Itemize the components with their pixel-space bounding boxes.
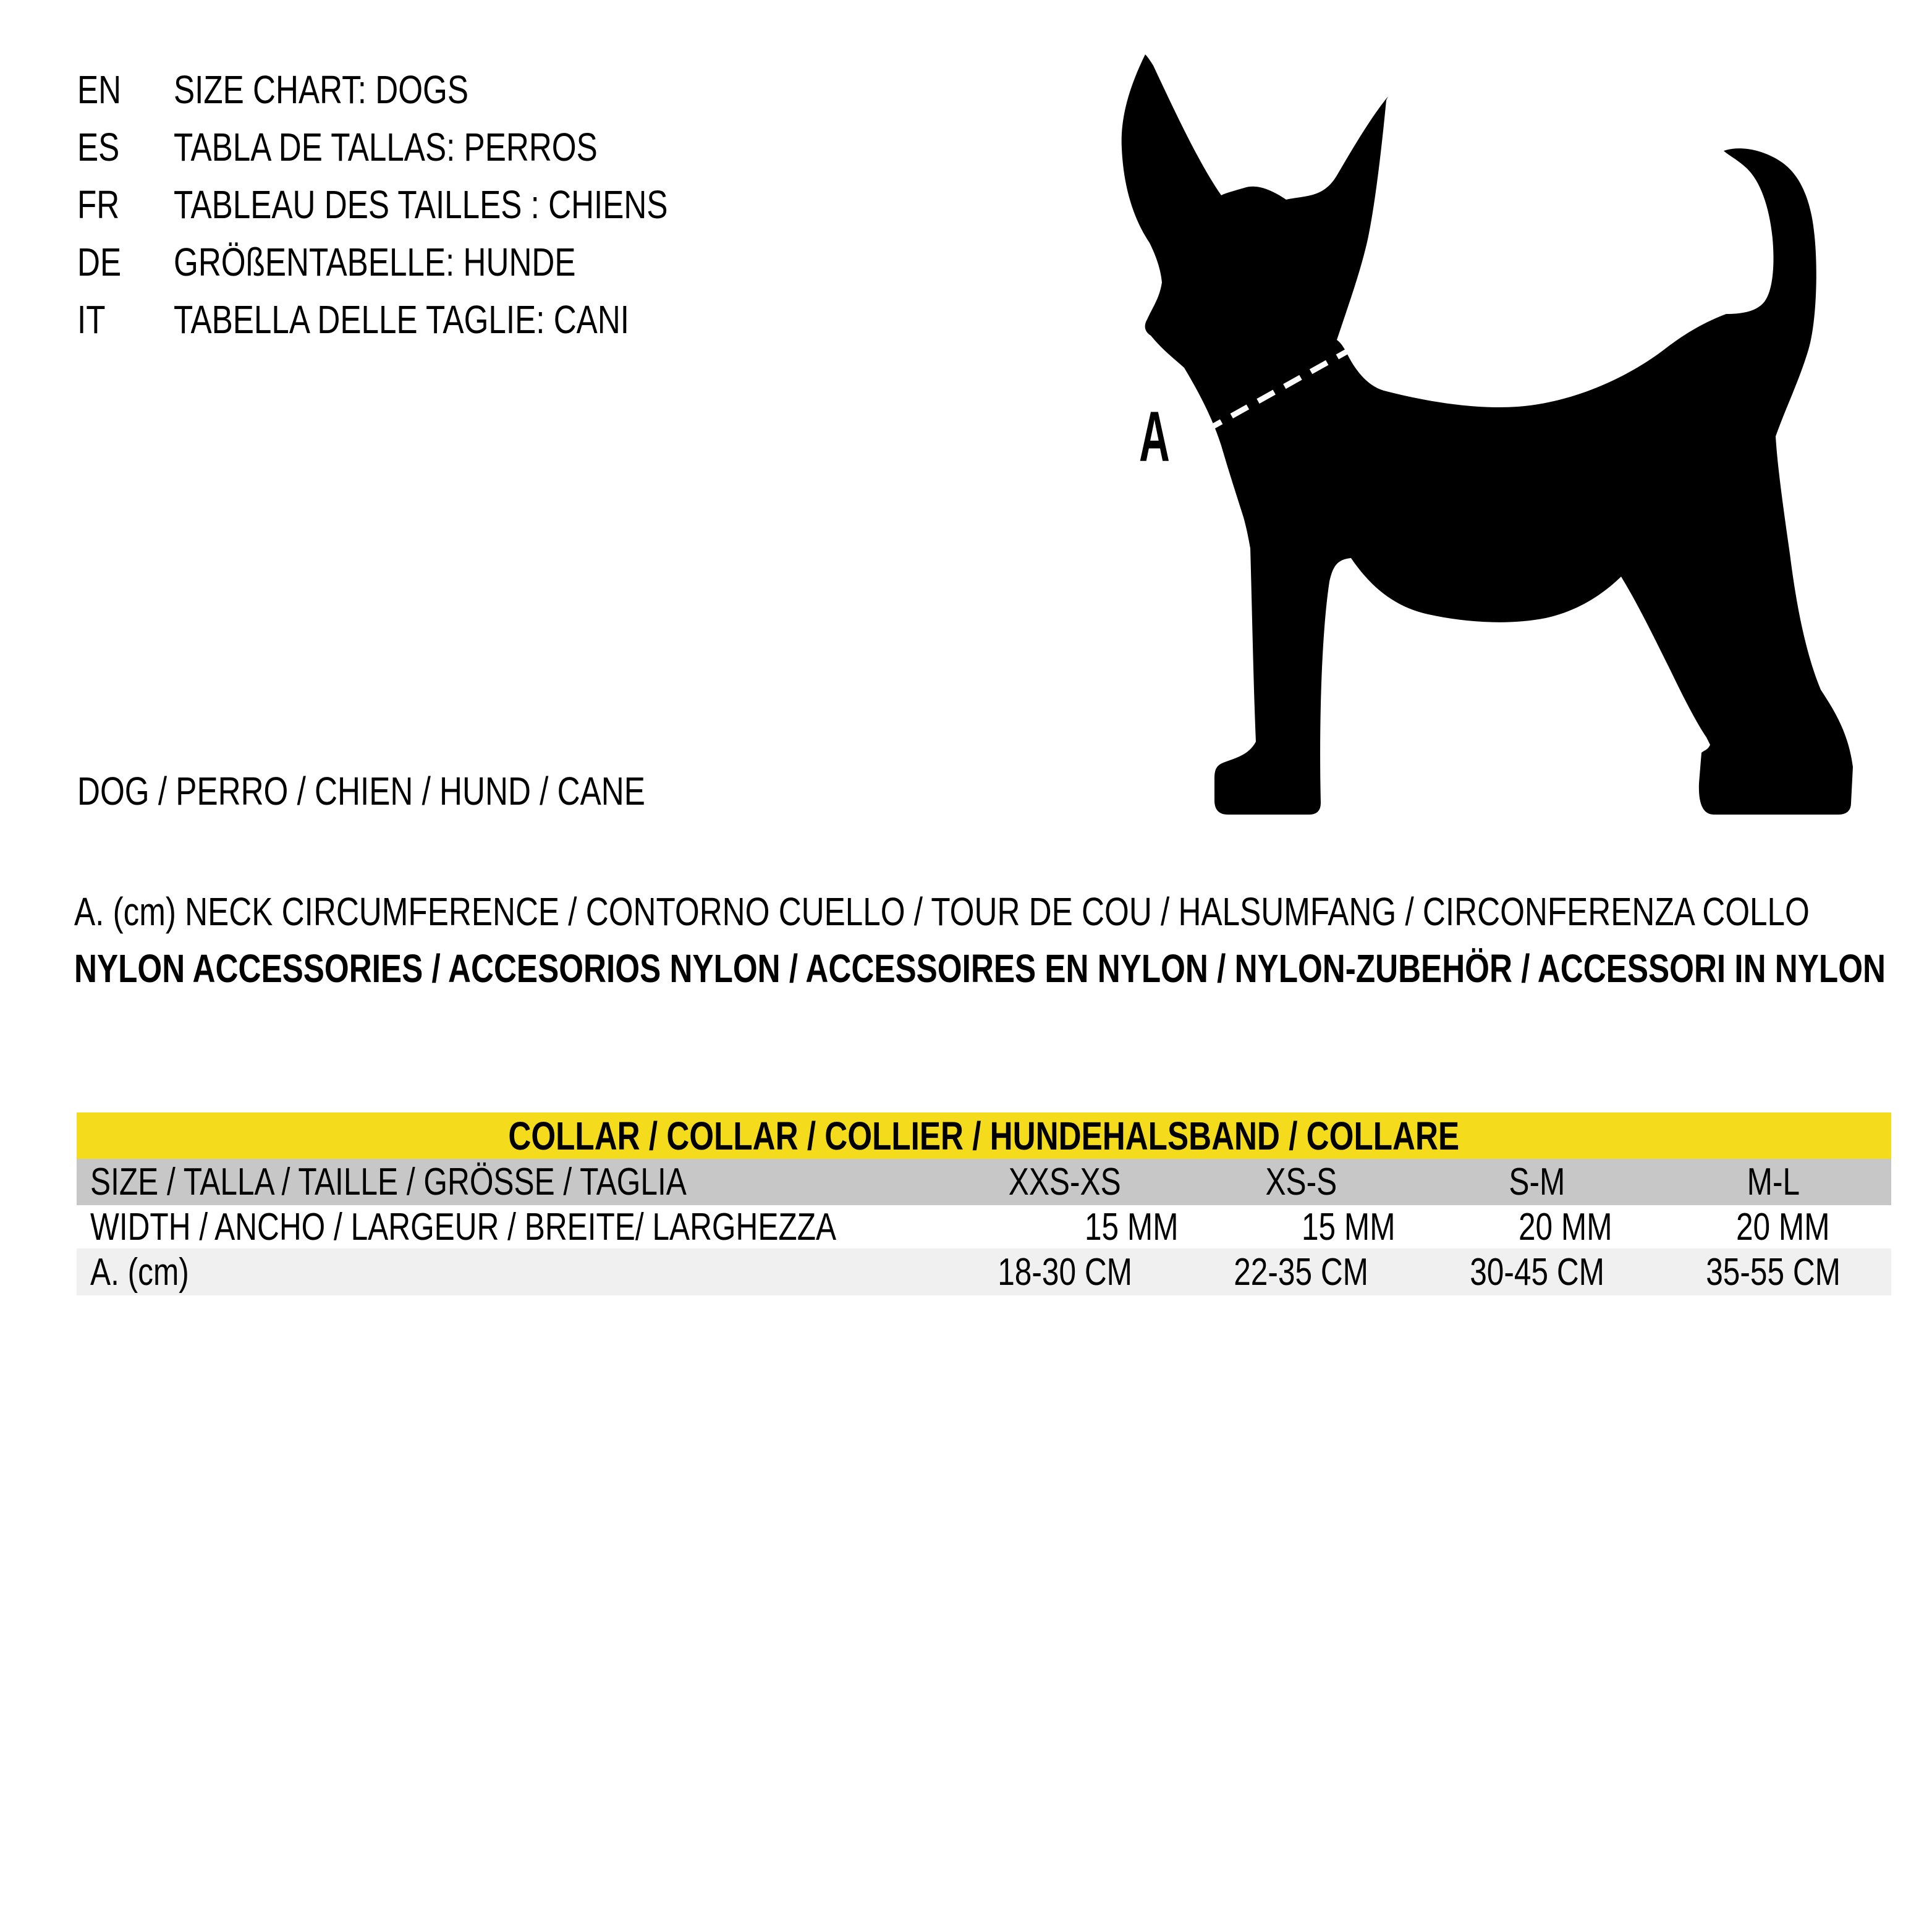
- width-value: 15 MM: [1084, 1205, 1179, 1248]
- language-row: [77, 291, 791, 349]
- language-legend: [77, 61, 791, 349]
- language-title: TABLEAU DES TAILLES : CHIENS: [174, 182, 668, 227]
- material-note: NYLON ACCESSORIES / ACCESORIOS NYLON / ACCESSOIRES EN NYLON / NYLON-ZUBEHÖR / ACCESSORI IN NYLON: [74, 946, 1886, 991]
- neck-value: 22-35 CM: [1234, 1250, 1368, 1294]
- language-title: GRÖßENTABELLE: HUNDE: [174, 240, 576, 284]
- size-value: XXS-XS: [1009, 1161, 1121, 1203]
- language-title: SIZE CHART: DOGS: [174, 67, 468, 112]
- language-row: [77, 61, 791, 119]
- language-title: TABLA DE TALLAS: PERROS: [174, 125, 598, 169]
- width-value: 20 MM: [1519, 1205, 1612, 1248]
- language-code: EN: [77, 67, 122, 112]
- language-code: ES: [77, 125, 120, 169]
- language-row: [77, 119, 791, 176]
- table-row-size: [77, 1159, 1891, 1205]
- language-code: DE: [77, 240, 122, 284]
- collar-size-table: [77, 1112, 1891, 1295]
- width-value: 20 MM: [1735, 1205, 1830, 1248]
- language-row: [77, 234, 791, 291]
- row-label: SIZE / TALLA / TAILLE / GRÖSSE / TAGLIA: [90, 1161, 687, 1203]
- measurement-note: A. (cm) NECK CIRCUMFERENCE / CONTORNO CUELLO / TOUR DE COU / HALSUMFANG / CIRCONFERENZA COLLO: [74, 889, 1810, 934]
- neck-value: 18-30 CM: [998, 1250, 1132, 1294]
- language-code: FR: [77, 182, 120, 227]
- language-code: IT: [77, 297, 106, 342]
- dog-silhouette-icon: [1106, 46, 1891, 831]
- table-row-width: [77, 1205, 1891, 1248]
- neck-value: 30-45 CM: [1470, 1250, 1604, 1294]
- language-title: TABELLA DELLE TAGLIE: CANI: [174, 297, 630, 342]
- width-value: 15 MM: [1301, 1205, 1396, 1248]
- size-value: S-M: [1509, 1161, 1566, 1203]
- dog-caption: DOG / PERRO / CHIEN / HUND / CANE: [77, 769, 645, 813]
- measure-point-label: A: [1139, 397, 1170, 477]
- size-value: M-L: [1747, 1161, 1800, 1203]
- table-header: [77, 1112, 1891, 1159]
- dog-body-shape: [1122, 54, 1853, 815]
- language-row: [77, 176, 791, 234]
- table-header-label: COLLAR / COLLAR / COLLIER / HUNDEHALSBAND / COLLARE: [508, 1113, 1460, 1158]
- neck-value: 35-55 CM: [1706, 1250, 1841, 1294]
- row-label: WIDTH / ANCHO / LARGEUR / BREITE/ LARGHEZZA: [90, 1205, 837, 1248]
- table-row-neck: [77, 1248, 1891, 1295]
- row-label: A. (cm): [90, 1250, 189, 1294]
- size-value: XS-S: [1265, 1161, 1337, 1203]
